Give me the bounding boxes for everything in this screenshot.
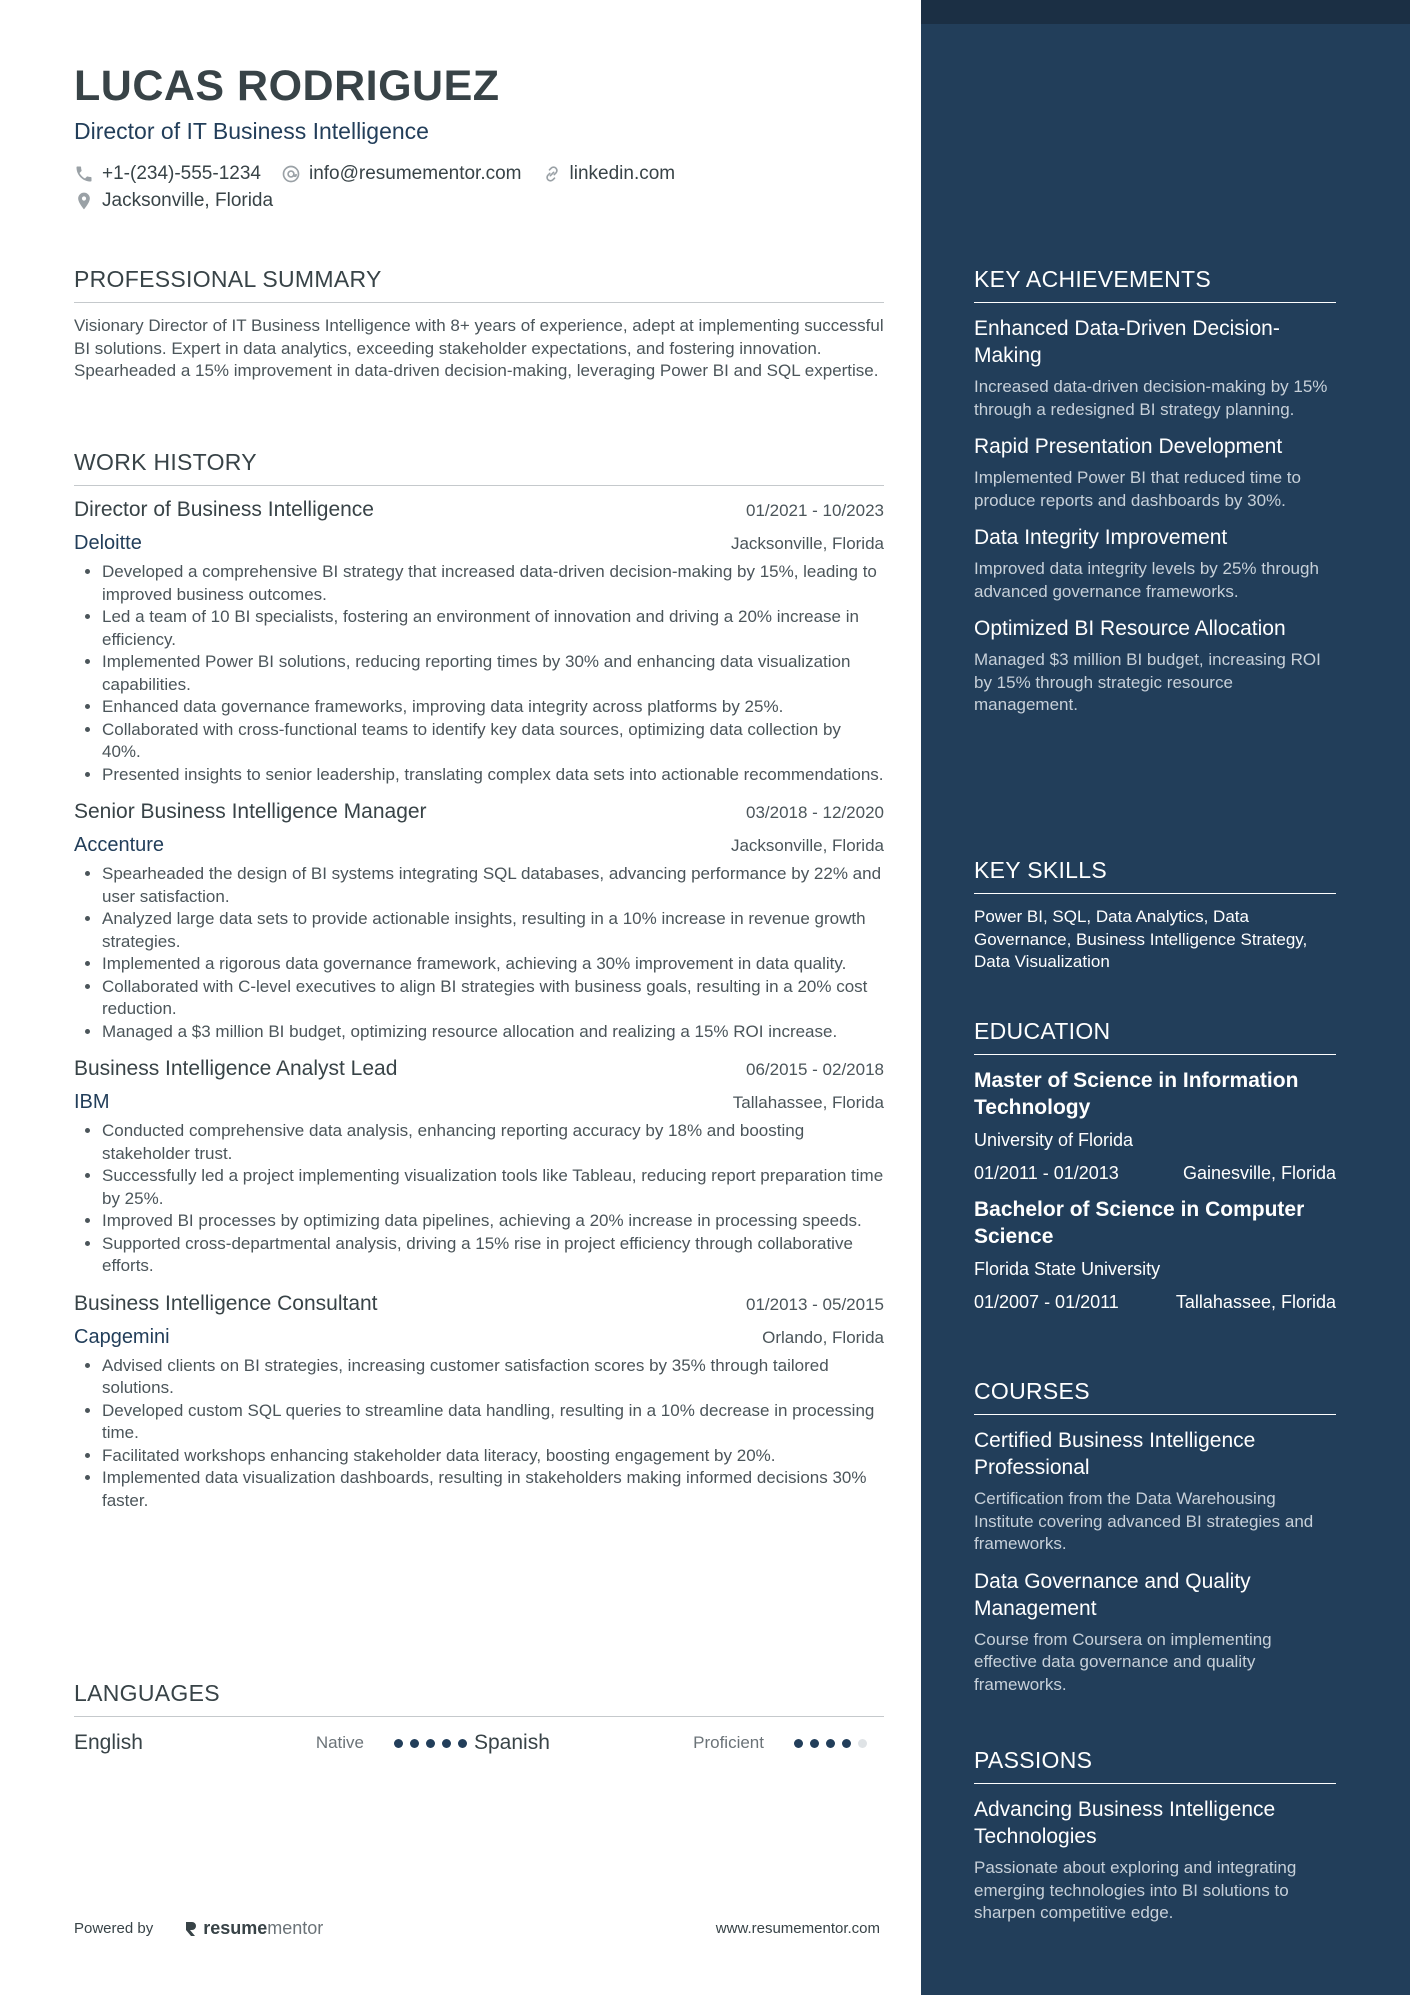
- sidebar-top-band: [921, 0, 1410, 24]
- job-bullet: • Conducted comprehensive data analysis, enhancing reporting accuracy by 18% and boosting stakeholder trust.: [102, 1120, 884, 1165]
- work-section: [74, 449, 884, 1512]
- languages-heading: LANGUAGES: [74, 1680, 884, 1717]
- job-header: [74, 498, 884, 522]
- achievement-title: Rapid Presentation Development: [974, 435, 1283, 458]
- job-entry: [74, 1292, 884, 1513]
- education-dates: 01/2007 - 01/2011: [974, 1292, 1119, 1312]
- job-title: Senior Business Intelligence Manager: [74, 800, 427, 823]
- education-section: [974, 1018, 1336, 1313]
- job-bullet: • Collaborated with cross-functional teams to identify key data sources, optimizing data collection by 40%.: [102, 719, 884, 764]
- education-item: [974, 1196, 1336, 1313]
- job-location: Tallahassee, Florida: [732, 1093, 884, 1112]
- language-item: [74, 1731, 474, 1755]
- job-bullet: • Supported cross-departmental analysis, driving a 15% rise in project efficiency through collaborative efforts.: [102, 1233, 884, 1278]
- achievement-title: Data Integrity Improvement: [974, 526, 1228, 549]
- education-list: [974, 1067, 1336, 1313]
- job-bullet: • Improved BI processes by optimizing data pipelines, achieving a 20% increase in processing speeds.: [102, 1210, 884, 1233]
- job-subheader: [74, 532, 884, 555]
- location-text: Jacksonville, Florida: [102, 189, 274, 211]
- course-item: [974, 1427, 1336, 1556]
- education-item: [974, 1067, 1336, 1184]
- achievement-desc: Implemented Power BI that reduced time to produce reports and dashboards by 30%.: [974, 468, 1301, 510]
- passion-list: [974, 1796, 1336, 1925]
- summary-text: Visionary Director of IT Business Intelligence with 8+ years of experience, adept at implementing successful BI solutions. Expert in data analytics, exceeding stakeholder expectations, and fostering innovation. Spearheaded a 15% improvement in data-driven decision-making, leveraging Power BI and SQL expertise.: [74, 316, 884, 380]
- link-icon: [542, 164, 562, 184]
- passions-heading: PASSIONS: [974, 1747, 1336, 1784]
- education-degree: Master of Science in Information Technology: [974, 1069, 1299, 1119]
- achievement-desc: Improved data integrity levels by 25% through advanced governance frameworks.: [974, 559, 1319, 601]
- job-subheader: [74, 1091, 884, 1114]
- achievement-item: [974, 524, 1336, 603]
- rating-dot-filled: [458, 1739, 467, 1748]
- job-bullet: • Successfully led a project implementing visualization tools like Tableau, reducing report preparation time by 25%.: [102, 1165, 884, 1210]
- language-item: [474, 1731, 874, 1755]
- candidate-name: LUCAS RODRIGUEZ: [74, 62, 500, 110]
- education-meta: [974, 1163, 1336, 1184]
- job-company: Capgemini: [74, 1325, 170, 1348]
- job-bullet: • Implemented a rigorous data governance framework, achieving a 30% improvement in data quality.: [102, 953, 884, 976]
- achievement-desc: Increased data-driven decision-making by 15% through a redesigned BI strategy planning.: [974, 377, 1328, 419]
- location-pin-icon: [74, 191, 94, 211]
- education-school: Florida State University: [974, 1259, 1161, 1279]
- education-dates: 01/2011 - 01/2013: [974, 1163, 1119, 1183]
- job-bullet: • Advised clients on BI strategies, increasing customer satisfaction scores by 35% through tailored solutions.: [102, 1355, 884, 1400]
- job-bullet: • Managed a $3 million BI budget, optimizing resource allocation and realizing a 15% ROI increase.: [102, 1021, 884, 1044]
- job-header: [74, 1057, 884, 1081]
- resumementor-logo[interactable]: resume mentor: [183, 1918, 323, 1939]
- job-dates: 01/2021 - 10/2023: [745, 501, 884, 520]
- job-bullet: • Analyzed large data sets to provide actionable insights, resulting in a 10% increase in revenue growth strategies.: [102, 908, 884, 953]
- job-dates: 03/2018 - 12/2020: [745, 803, 884, 822]
- job-bullet: • Presented insights to senior leadership, translating complex data sets into actionable recommendations.: [102, 764, 884, 787]
- job-bullet: • Enhanced data governance frameworks, improving data integrity across platforms by 25%.: [102, 696, 884, 719]
- skills-heading: KEY SKILLS: [974, 857, 1336, 894]
- course-title: Certified Business Intelligence Professional: [974, 1429, 1256, 1479]
- powered-by-label: Powered by: [74, 1920, 154, 1937]
- courses-section: [974, 1378, 1336, 1696]
- achievements-section: [974, 266, 1336, 717]
- job-bullet: • Implemented Power BI solutions, reducing reporting times by 30% and enhancing data visualization capabilities.: [102, 651, 884, 696]
- language-name: Spanish: [474, 1731, 550, 1754]
- linkedin-link[interactable]: linkedin.com: [569, 162, 676, 184]
- language-rating: [794, 1739, 874, 1748]
- job-bullets: [74, 1120, 884, 1278]
- job-dates: 06/2015 - 02/2018: [745, 1060, 884, 1079]
- skills-text: Power BI, SQL, Data Analytics, Data Governance, Business Intelligence Strategy, Data Visualization: [974, 907, 1308, 971]
- rating-dot-filled: [794, 1739, 803, 1748]
- achievements-heading: KEY ACHIEVEMENTS: [974, 266, 1336, 303]
- email-link[interactable]: info@resumementor.com: [308, 162, 522, 184]
- job-company: Accenture: [74, 834, 165, 856]
- achievement-desc: Managed $3 million BI budget, increasing ROI by 15% through strategic resource management.: [974, 650, 1321, 714]
- job-bullet: • Implemented data visualization dashboards, resulting in stakeholders making informed decisions 30% faster.: [102, 1467, 884, 1512]
- rating-dot-filled: [442, 1739, 451, 1748]
- achievement-list: [974, 315, 1336, 717]
- phone-text[interactable]: +1-(234)-555-1234: [102, 162, 261, 184]
- candidate-title: Director of IT Business Intelligence: [74, 118, 429, 144]
- at-icon: [281, 164, 301, 184]
- skills-section: [974, 857, 1336, 974]
- achievement-title: Optimized BI Resource Allocation: [974, 617, 1286, 640]
- course-desc: Course from Coursera on implementing effective data governance and quality frameworks.: [974, 1629, 1272, 1694]
- course-item: [974, 1568, 1336, 1697]
- course-title: Data Governance and Quality Management: [974, 1569, 1251, 1620]
- passion-item: [974, 1796, 1336, 1925]
- education-location: Tallahassee, Florida: [1175, 1292, 1336, 1312]
- phone-icon: [74, 164, 94, 184]
- passions-section: [974, 1747, 1336, 1925]
- education-heading: EDUCATION: [974, 1018, 1336, 1055]
- job-bullets: [74, 863, 884, 1043]
- education-location: Gainesville, Florida: [1182, 1163, 1336, 1183]
- summary-heading: PROFESSIONAL SUMMARY: [74, 266, 884, 303]
- course-desc: Certification from the Data Warehousing Institute covering advanced BI strategies and frameworks.: [974, 1489, 1314, 1553]
- courses-heading: COURSES: [974, 1378, 1336, 1415]
- job-header: [74, 800, 884, 824]
- footer: [74, 1918, 880, 1939]
- education-meta: [974, 1292, 1336, 1313]
- job-header: [74, 1292, 884, 1316]
- job-list: [74, 498, 884, 1512]
- job-bullet: • Facilitated workshops enhancing stakeholder data literacy, boosting engagement by 20%.: [102, 1445, 884, 1468]
- job-entry: [74, 800, 884, 1043]
- job-location: Jacksonville, Florida: [730, 534, 884, 553]
- job-subheader: [74, 834, 884, 857]
- language-name: English: [74, 1731, 143, 1754]
- achievement-title: Enhanced Data-Driven Decision-Making: [974, 317, 1280, 367]
- job-bullet: • Spearheaded the design of BI systems integrating SQL databases, advancing performance by 22% and user satisfaction.: [102, 863, 884, 908]
- achievement-item: [974, 433, 1336, 512]
- passion-title: Advancing Business Intelligence Technologies: [974, 1798, 1276, 1848]
- job-entry: [74, 498, 884, 786]
- job-bullets: [74, 1355, 884, 1513]
- job-bullet: • Developed a comprehensive BI strategy that increased data-driven decision-making by 15%, leading to improved business outcomes.: [102, 561, 884, 606]
- rating-dot-filled: [426, 1739, 435, 1748]
- summary-section: [74, 266, 884, 383]
- job-title: Business Intelligence Analyst Lead: [74, 1057, 398, 1080]
- work-heading: WORK HISTORY: [74, 449, 884, 486]
- passion-desc: Passionate about exploring and integrating emerging technologies into BI solutions to sharpen competitive edge.: [974, 1858, 1297, 1922]
- rating-dot-filled: [842, 1739, 851, 1748]
- job-company: Deloitte: [74, 532, 142, 554]
- job-title: Director of Business Intelligence: [74, 498, 374, 521]
- course-list: [974, 1427, 1336, 1696]
- language-level: Proficient: [693, 1733, 764, 1752]
- education-school: University of Florida: [974, 1130, 1134, 1150]
- job-entry: [74, 1057, 884, 1278]
- rating-dot-filled: [826, 1739, 835, 1748]
- language-rating: [394, 1739, 474, 1748]
- education-degree: Bachelor of Science in Computer Science: [974, 1198, 1305, 1248]
- job-location: Jacksonville, Florida: [730, 836, 884, 855]
- contact-info: [74, 160, 894, 214]
- achievement-item: [974, 615, 1336, 717]
- job-company: IBM: [74, 1091, 110, 1113]
- footer-url[interactable]: www.resumementor.com: [715, 1920, 880, 1937]
- job-subheader: [74, 1326, 884, 1349]
- language-level: Native: [315, 1733, 364, 1752]
- job-bullet: • Collaborated with C-level executives to align BI strategies with business goals, resulting in a 20% cost reduction.: [102, 976, 884, 1021]
- job-location: Orlando, Florida: [762, 1327, 884, 1347]
- job-bullet: • Developed custom SQL queries to streamline data handling, resulting in a 10% decrease in processing time.: [102, 1400, 884, 1445]
- rating-dot-filled: [394, 1739, 403, 1748]
- job-dates: 01/2013 - 05/2015: [745, 1294, 884, 1314]
- rating-dot-empty: [858, 1739, 867, 1748]
- job-bullet: • Led a team of 10 BI specialists, fostering an environment of innovation and driving a 20% increase in efficiency.: [102, 606, 884, 651]
- job-title: Business Intelligence Consultant: [74, 1291, 378, 1315]
- languages-section: [74, 1680, 884, 1755]
- rating-dot-filled: [810, 1739, 819, 1748]
- job-bullets: [74, 561, 884, 786]
- powered-by: [74, 1918, 323, 1939]
- rating-dot-filled: [410, 1739, 419, 1748]
- language-list: [74, 1731, 884, 1755]
- achievement-item: [974, 315, 1336, 421]
- logo-mark-icon: [183, 1920, 199, 1938]
